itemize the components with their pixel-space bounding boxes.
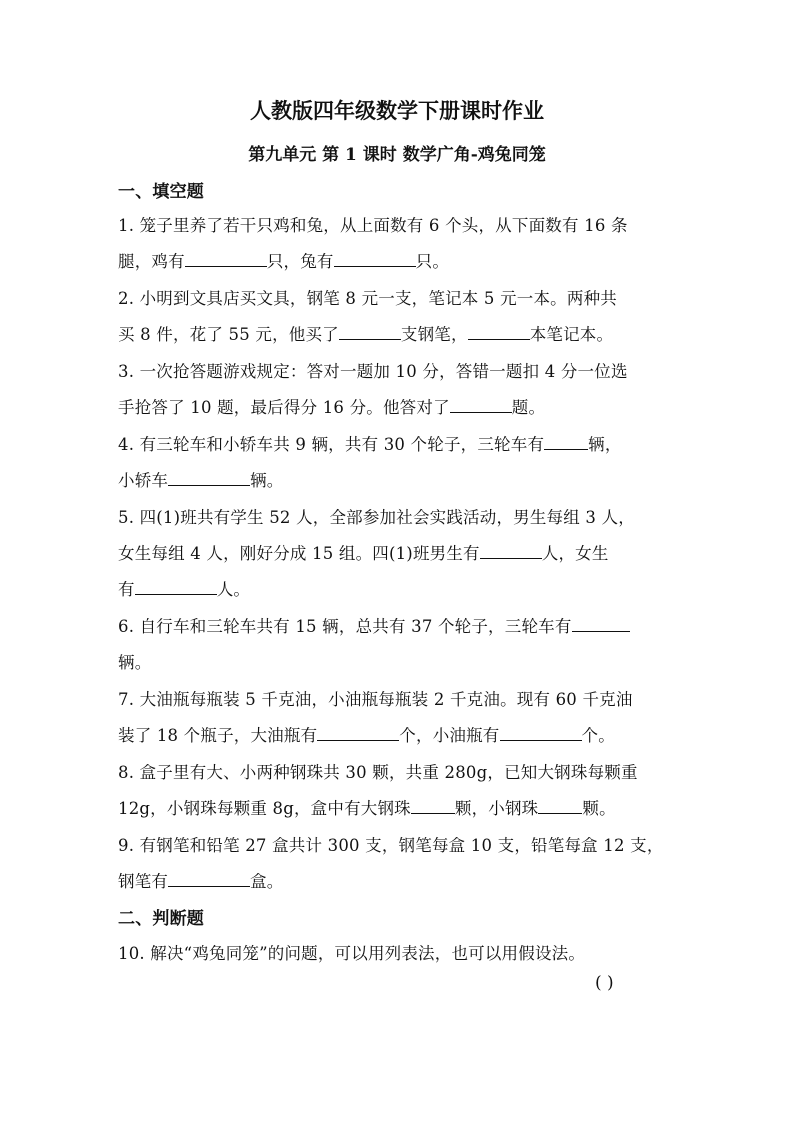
question-5-text: 有: [118, 580, 135, 599]
question-3-line-2: [118, 394, 545, 418]
question-3-text: 手抢答了 10 题，最后得分 16 分。他答对了: [118, 398, 450, 417]
question-5-text: 女生每组 4 人，刚好分成 15 组。四(1)班男生有: [118, 544, 480, 563]
answer-blank[interactable]: [168, 468, 250, 486]
question-9-text: 钢笔有: [118, 872, 169, 891]
question-9-line-1: 9. 有钢笔和铅笔 27 盒共计 300 支，钢笔每盒 10 支，铅笔每盒 12 支，: [118, 836, 664, 855]
question-7-text: 个。: [581, 726, 615, 745]
question-4-text: 小轿车: [118, 471, 169, 490]
answer-blank[interactable]: [544, 432, 588, 450]
question-9-line-2: [118, 868, 284, 892]
question-8-line-1: 8. 盒子里有大、小两种钢珠共 30 颗，共重 280g，已知大钢珠每颗重: [118, 763, 638, 782]
question-5-line-2: [118, 540, 609, 564]
question-5-text: 人。: [216, 580, 251, 599]
answer-blank[interactable]: [538, 796, 582, 814]
question-3-line-1: 3. 一次抢答题游戏规定：答对一题加 10 分，答错一题扣 4 分一位选: [118, 362, 628, 381]
question-10-line-1: 10. 解决“鸡兔同笼”的问题，可以用列表法，也可以用假设法。: [118, 944, 586, 963]
question-2-text: 本笔记本。: [529, 325, 614, 344]
section-true-false-title: 二、判断题: [118, 909, 204, 929]
question-5-line-3: [118, 576, 250, 600]
question-6-line-1: [118, 613, 630, 637]
question-7-line-2: [118, 722, 615, 746]
question-4-text: 辆，: [588, 435, 622, 454]
answer-blank[interactable]: [411, 796, 455, 814]
question-7-text: 个，小油瓶有: [399, 726, 500, 745]
question-6-line-2: 辆。: [118, 653, 152, 672]
page-title: 人教版四年级数学下册课时作业: [250, 98, 544, 123]
section-fill-in-title: 一、填空题: [118, 182, 204, 202]
question-9-text: 盒。: [250, 872, 284, 891]
answer-blank[interactable]: [135, 577, 217, 595]
question-4-text: 辆。: [250, 471, 284, 490]
answer-blank[interactable]: [468, 322, 530, 340]
question-2-text: 支钢笔，: [400, 325, 468, 344]
answer-blank[interactable]: [339, 322, 401, 340]
question-1-text: 只。: [415, 252, 450, 271]
question-2-line-2: [118, 321, 613, 345]
question-1-line-2: [118, 248, 449, 272]
answer-blank[interactable]: [168, 869, 250, 887]
question-4-line-1: [118, 431, 622, 455]
question-4-text: 4. 有三轮车和小轿车共 9 辆，共有 30 个轮子，三轮车有: [118, 435, 545, 454]
answer-blank[interactable]: [317, 723, 399, 741]
answer-blank[interactable]: [450, 395, 512, 413]
question-8-text: 颗，小钢珠: [454, 799, 539, 818]
question-7-line-1: 7. 大油瓶每瓶装 5 千克油，小油瓶每瓶装 2 千克油。现有 60 千克油: [118, 690, 633, 709]
question-8-line-2: [118, 795, 616, 819]
question-1-line-1: 1. 笼子里养了若干只鸡和兔，从上面数有 6 个头，从下面数有 16 条: [118, 216, 628, 235]
question-2-line-1: 2. 小明到文具店买文具，钢笔 8 元一支，笔记本 5 元一本。两种共: [118, 289, 617, 308]
answer-blank[interactable]: [334, 249, 416, 267]
question-4-line-2: [118, 467, 284, 491]
answer-blank[interactable]: [185, 249, 267, 267]
answer-blank[interactable]: [480, 541, 542, 559]
question-2-text: 买 8 件，花了 55 元，他买了: [118, 325, 339, 344]
question-5-line-1: 5. 四(1)班共有学生 52 人，全部参加社会实践活动，男生每组 3 人，: [118, 508, 635, 527]
answer-blank[interactable]: [500, 723, 582, 741]
question-5-text: 人，女生: [541, 544, 609, 563]
question-1-text: 腿，鸡有: [118, 252, 185, 271]
question-6-text: 6. 自行车和三轮车共有 15 辆，总共有 37 个轮子，三轮车有: [118, 617, 572, 636]
answer-bracket[interactable]: ( ): [595, 973, 614, 993]
question-8-text: 12g，小钢珠每颗重 8g，盒中有大钢珠: [118, 799, 411, 818]
question-7-text: 装了 18 个瓶子，大油瓶有: [118, 726, 318, 745]
page-subtitle: 第九单元 第 1 课时 数学广角-鸡兔同笼: [248, 145, 546, 165]
question-8-text: 颗。: [582, 799, 616, 818]
question-1-text: 只，兔有: [266, 252, 334, 271]
question-3-text: 题。: [511, 398, 546, 417]
answer-blank[interactable]: [572, 614, 630, 632]
